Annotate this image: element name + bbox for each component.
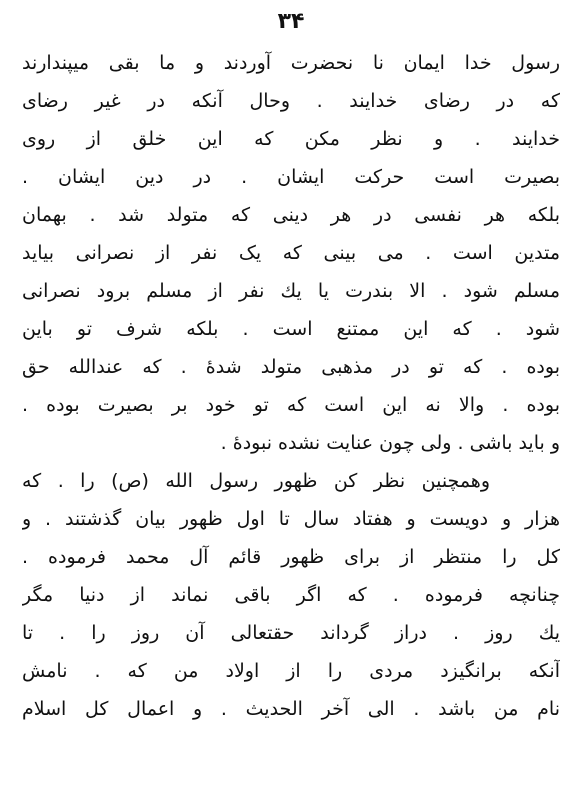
text-line: که در رضای خدایند . وحال آنکه در غیر رضای [22,90,560,112]
text-line: رسول خدا ایمان نا نحضرت آوردند و ما بقی میپندارند [22,52,560,74]
body-text [22,44,560,728]
text-line: هزار و دویست و هفتاد سال تا اول ظهور بیان گذشتند . و [22,508,560,530]
text-line: بلکه هر نفسی در هر دینی که متولد شد . بهمان [22,204,560,226]
text-line: متدین است . می بینی که یک نفر از نصرانی بیاید [22,242,560,264]
text-line: مسلم شود . الا بندرت یا یك نفر از مسلم برود نصرانی [22,280,560,302]
text-line: بوده . والا نه این است که تو خود بر بصیرت بوده . [22,394,560,416]
text-line: کل را منتظر از برای ظهور قائم آل محمد فرموده . [22,546,560,568]
text-line: بصیرت است حرکت ایشان . در دین ایشان . [22,166,560,188]
text-line: و باید باشی . ولی چون عنایت نشده نبودهٔ . [220,432,560,454]
text-line: خدایند . و نظر مکن که این خلق از روی [22,128,560,150]
page-number: ۳۴ [277,9,305,34]
text-line: شود . که این ممتنع است . بلکه شرف تو باین [22,318,560,340]
text-line: آنکه برانگیزد مردی را از اولاد من که . نامش [22,660,560,682]
text-line: یك روز . دراز گرداند حقتعالی آن روز را . تا [22,622,560,644]
text-line: نام من باشد . الی آخر الحدیث . و اعمال کل اسلام [22,698,560,720]
text-line: بوده . که تو در مذهبی متولد شدهٔ . که عندالله حق [22,356,560,378]
text-line: چنانچه فرموده . که اگر باقی نماند از دنیا مگر [22,584,560,606]
paragraph-start-line: وهمچنین نظر کن ظهور رسول الله (ص) را . که [22,470,490,492]
